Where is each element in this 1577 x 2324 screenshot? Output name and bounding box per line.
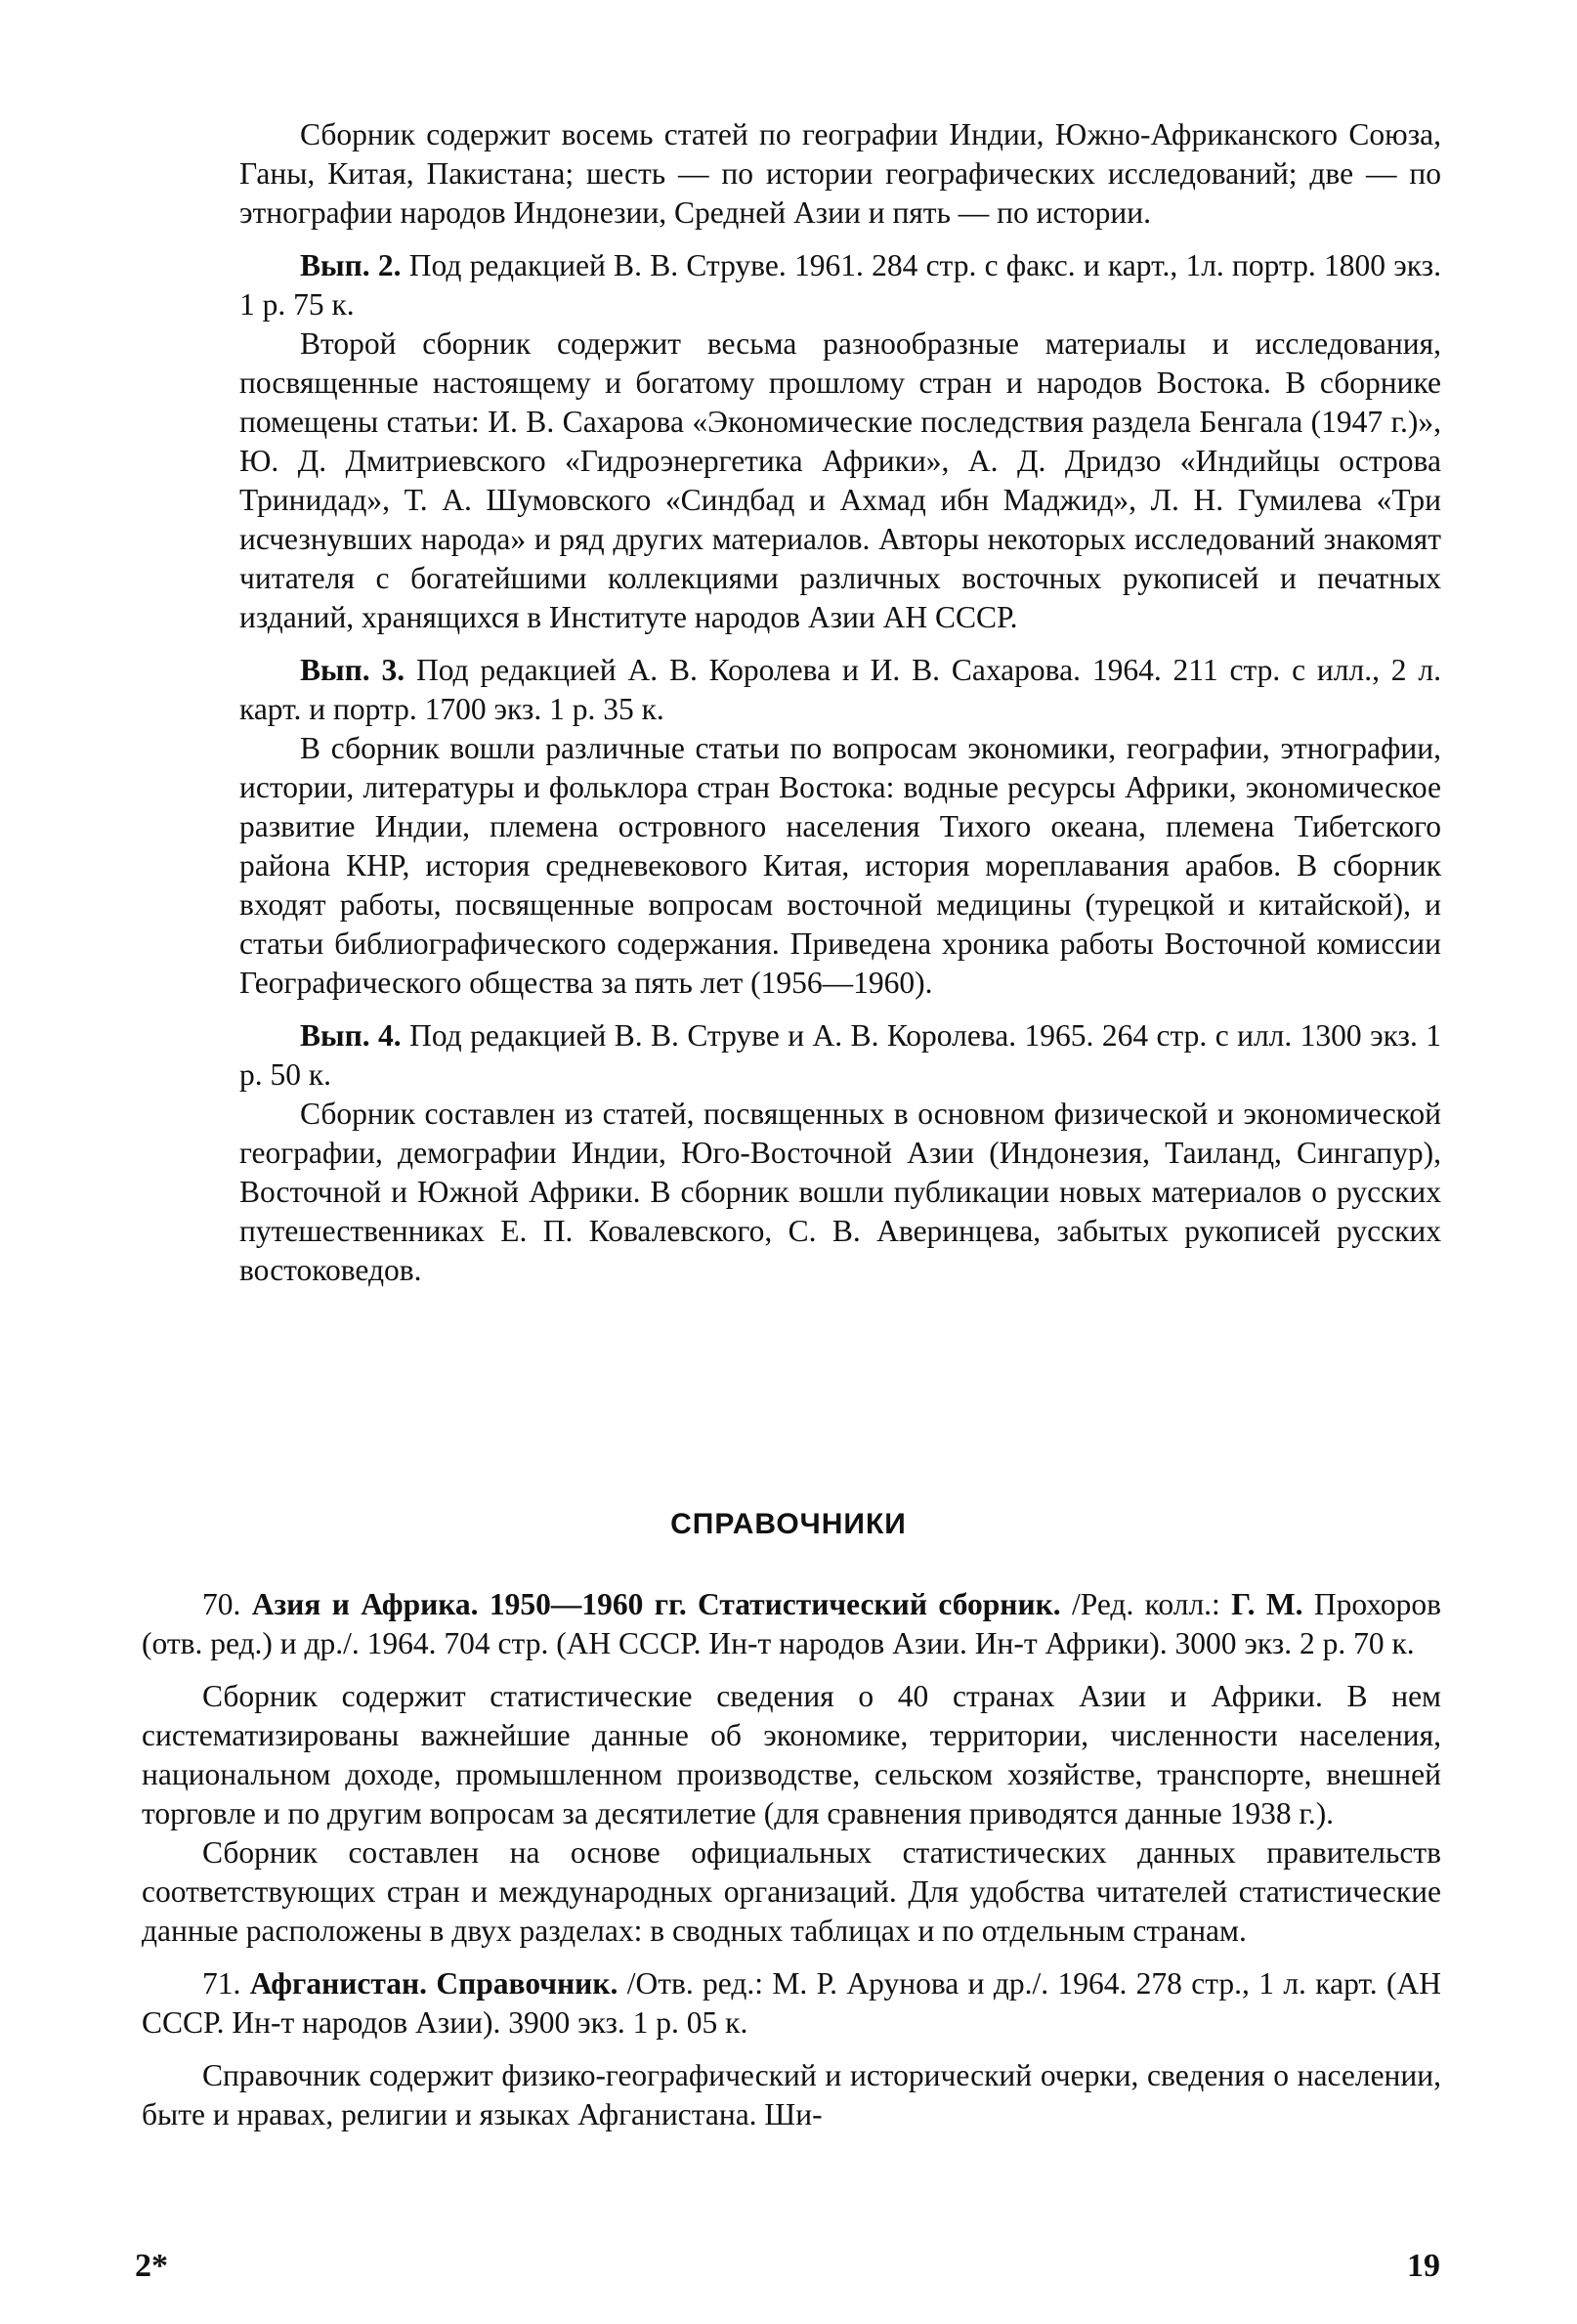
entry-70-paragraph-2: Сборник составлен на основе официальных статистических данных правительств соответствующих стран и международных организаций. Для удобства читателей статистические данные расположены в двух разделах: в сводных таблицах и по отдельным странам. <box>142 1835 1441 1948</box>
issue-4-entry <box>239 1016 1441 1095</box>
entry-title: Афганистан. Справочник. <box>249 1966 618 2001</box>
entry-70-paragraph-1: Сборник содержит статистические сведения о 40 странах Азии и Африки. В нем систематизированы важнейшие данные об экономике, территории, численности населения, национальном доходе, промышленном производстве, сельском хозяйстве, транспорте, внешней торговле и по другим вопросам за десятилетие (для сравнения приводятся данные 1938 г.). <box>142 1679 1441 1830</box>
printer-signature: 2* <box>135 2248 168 2284</box>
entry-71-header <box>142 1964 1441 2043</box>
entry-title: Азия и Африка. 1950—1960 гг. Статистический сборник. <box>251 1587 1061 1621</box>
entry-number: 71. <box>202 1966 241 2001</box>
entry-number: 70. <box>202 1587 241 1621</box>
entry-70-header <box>142 1585 1441 1663</box>
issue-4-description: Сборник составлен из статей, посвященных в основном физической и экономической географии, демографии Индии, Юго-Восточной Азии (Индонезия, Таиланд, Сингапур), Восточной и Южной Африки. В сборник вошли публикации новых материалов о русских путешественниках Е. П. Ковалевского, С. В. Аверинцева, забытых рукописей русских востоковедов. <box>239 1097 1441 1287</box>
entry-editor-initials: Г. М. <box>1231 1587 1303 1621</box>
page-number: 19 <box>1407 2248 1440 2284</box>
lower-text-block <box>142 1585 1441 2134</box>
issue-3-entry <box>239 651 1441 729</box>
entry-71-paragraph-1: Справочник содержит физико-географический и исторический очерки, сведения о населении, быте и нравах, религии и языках Афганистана. Ши- <box>142 2058 1441 2131</box>
issue-label: Вып. 4. <box>300 1018 402 1053</box>
issue-details: Под редакцией В. В. Струве. 1961. 284 стр. с факс. и карт., 1л. портр. 1800 экз. 1 р. 75 к. <box>239 248 1441 322</box>
entry-publication: /Отв. ред.: М. Р. Арунова и др./. 1964. 278 стр., 1 л. карт. (АН СССР. Ин-т народов Азии). 3900 экз. 1 р. 05 к. <box>142 1966 1442 2040</box>
issue-2-entry <box>239 246 1441 324</box>
issue-label: Вып. 2. <box>300 248 402 282</box>
issue-3-description: В сборник вошли различные статьи по вопросам экономики, географии, этнографии, истории, литературы и фольклора стран Востока: водные ресурсы Африки, экономическое развитие Индии, племена островного населения Тихого океана, племена Тибетского района КНР, история средневекового Китая, история мореплавания арабов. В сборник входят работы, посвященные вопросам восточной медицины (турецкой и китайской), и статьи библиографического содержания. Приведена хроника работы Восточной комиссии Географического общества за пять лет (1956—1960). <box>239 731 1441 1000</box>
intro-paragraph: Сборник содержит восемь статей по географии Индии, Южно-Африканского Союза, Ганы, Китая, Пакистана; шесть — по истории географических исследований; две — по этнографии народов Индонезии, Средней Азии и пять — по истории. <box>239 117 1441 230</box>
section-heading: СПРАВОЧНИКИ <box>670 1508 907 1540</box>
entry-publication: Прохоров (отв. ред.) и др./. 1964. 704 стр. (АН СССР. Ин-т народов Азии. Ин-т Африки). 3000 экз. 2 р. 70 к. <box>142 1587 1442 1660</box>
entry-editors: /Ред. колл.: <box>1072 1587 1220 1621</box>
issue-details: Под редакцией А. В. Королева и И. В. Сахарова. 1964. 211 стр. с илл., 2 л. карт. и портр. 1700 экз. 1 р. 35 к. <box>239 653 1442 726</box>
issue-2-description: Второй сборник содержит весьма разнообразные материалы и исследования, посвященные настоящему и богатому прошлому стран и народов Востока. В сборнике помещены статьи: И. В. Сахарова «Экономические последствия раздела Бенгала (1947 г.)», Ю. Д. Дмитриевского «Гидроэнергетика Африки», А. Д. Дридзо «Индийцы острова Тринидад», Т. А. Шумовского «Синдбад и Ахмад ибн Маджид», Л. Н. Гумилева «Три исчезнувших народа» и ряд других материалов. Авторы некоторых исследований знакомят читателя с богатейшими коллекциями различных восточных рукописей и печатных изданий, хранящихся в Институте народов Азии АН СССР. <box>239 326 1441 634</box>
upper-text-block <box>239 115 1441 1290</box>
issue-label: Вып. 3. <box>300 653 405 687</box>
issue-details: Под редакцией В. В. Струве и А. В. Королева. 1965. 264 стр. с илл. 1300 экз. 1 р. 50 к. <box>239 1018 1441 1092</box>
